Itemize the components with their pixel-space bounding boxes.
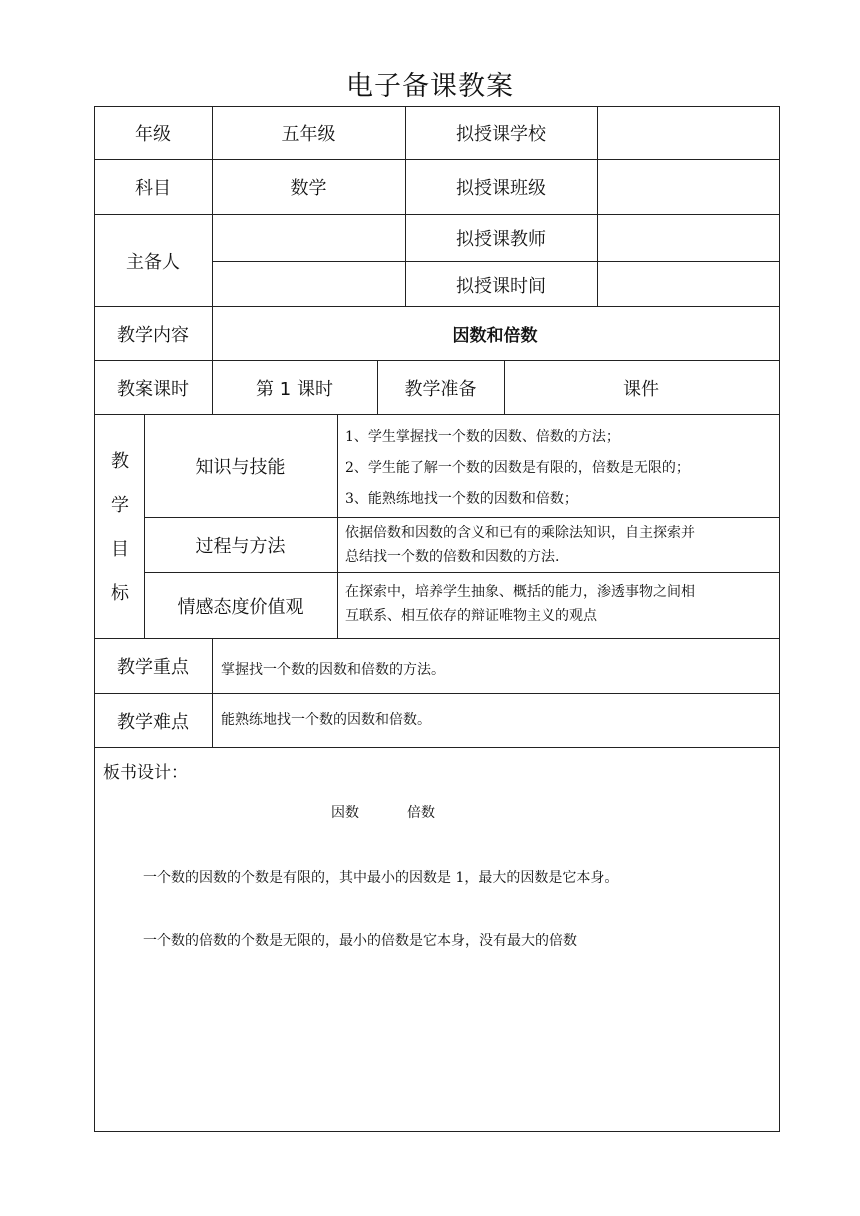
planned-class-value: [597, 160, 778, 214]
objectives-heading: [96, 440, 144, 614]
column-divider: [212, 638, 213, 747]
objectives-heading-char: 学: [111, 495, 129, 516]
board-term: 因数: [331, 805, 359, 821]
planned-school-value: [597, 106, 778, 160]
subject-value: 数学: [290, 178, 327, 199]
difficulty-value: 能熟练地找一个数的因数和倍数。: [221, 712, 431, 728]
lead-preparer-label: 主备人: [126, 252, 180, 273]
grade-value: 五年级: [281, 124, 336, 145]
knowledge-line: 3、能熟练地找一个数的因数和倍数；: [345, 491, 578, 507]
planned-school-label: 拟授课学校: [456, 124, 546, 145]
knowledge-line: 1、学生掌握找一个数的因数、倍数的方法；: [345, 429, 620, 445]
preparation-value: 课件: [623, 378, 659, 400]
lead-preparer-value: [212, 215, 405, 261]
process-label: 过程与方法: [195, 536, 286, 557]
planned-teacher-label: 拟授课教师: [456, 229, 546, 250]
process-line: 总结找一个数的倍数和因数的方法.: [345, 549, 560, 565]
difficulty-label: 教学难点: [117, 711, 189, 733]
grade-label: 年级: [135, 124, 171, 145]
teaching-content-value: 因数和倍数: [452, 326, 538, 346]
lesson-hour-value: 第 1 课时: [256, 378, 333, 400]
attitude-line: 互联系、相互依存的辩证唯物主义的观点: [345, 608, 597, 624]
knowledge-content: [345, 425, 775, 518]
planned-class-label: 拟授课班级: [456, 178, 546, 199]
key-point-label: 教学重点: [117, 657, 189, 678]
objectives-heading-char: 目: [111, 539, 129, 560]
board-line: 一个数的倍数的个数是无限的，最小的倍数是它本身，没有最大的倍数: [143, 933, 577, 949]
preparation-label: 教学准备: [404, 378, 477, 400]
board-design-label: 板书设计：: [103, 763, 188, 783]
process-line: 依据倍数和因数的含义和已有的乘除法知识，自主探索并: [345, 525, 695, 541]
teaching-content-label: 教学内容: [117, 324, 189, 346]
planned-teacher-value: [597, 215, 778, 261]
process-content: [345, 521, 775, 569]
subject-label: 科目: [135, 178, 171, 199]
attitude-line: 在探索中，培养学生抽象、概括的能力，渗透事物之间相: [345, 584, 695, 600]
knowledge-line: 2、学生能了解一个数的因数是有限的，倍数是无限的；: [345, 460, 690, 476]
board-term: 倍数: [407, 805, 435, 821]
board-line: 一个数的因数的个数是有限的，其中最小的因数是 1，最大的因数是它本身。: [143, 870, 619, 886]
lesson-hour-label: 教案课时: [117, 378, 189, 400]
attitude-label: 情感态度价值观: [177, 596, 304, 618]
planned-time-value: [597, 262, 778, 307]
objectives-heading-char: 标: [111, 583, 129, 604]
attitude-content: [345, 580, 775, 628]
knowledge-label: 知识与技能: [195, 457, 286, 478]
planned-time-label: 拟授课时间: [456, 275, 546, 297]
document-title: 电子备课教案: [346, 71, 514, 102]
key-point-value: 掌握找一个数的因数和倍数的方法。: [221, 662, 445, 678]
objectives-heading-char: 教: [111, 451, 129, 472]
column-divider: [337, 414, 338, 638]
row-divider: [94, 747, 779, 748]
